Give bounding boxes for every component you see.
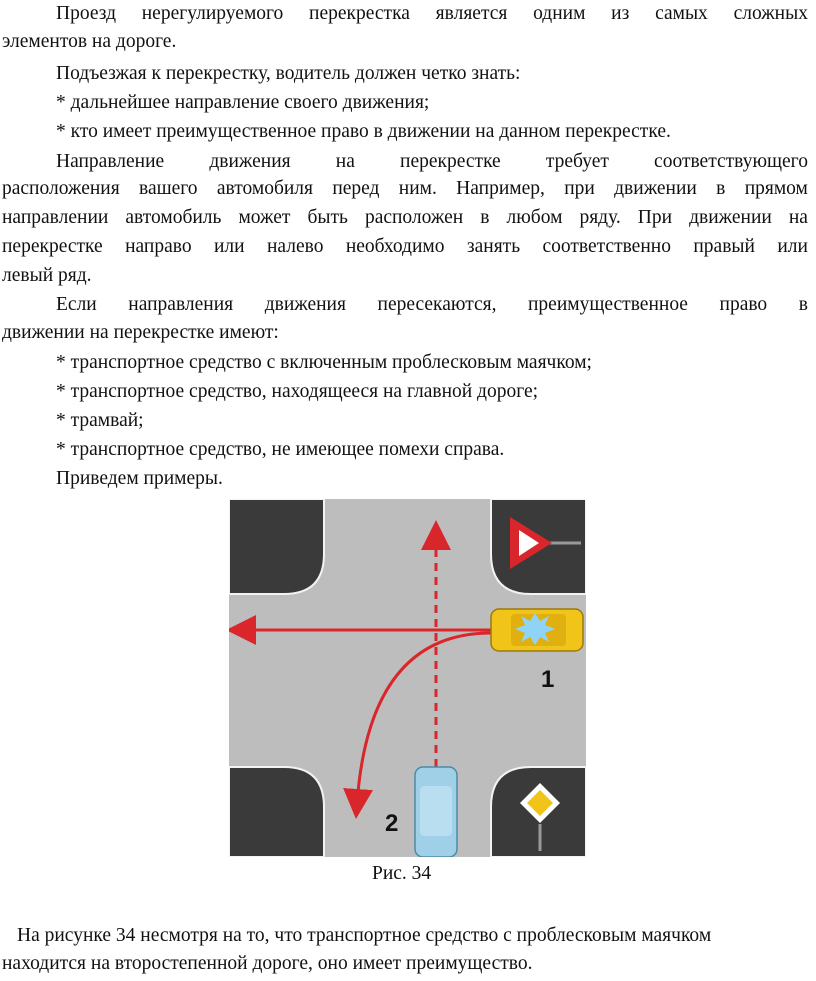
car-1-with-beacon [491, 609, 583, 651]
word: любом [506, 207, 563, 228]
word: ряду. [579, 207, 621, 228]
intersection-figure [229, 499, 586, 857]
paragraph-3-line-4 [2, 235, 808, 259]
word: направо [125, 236, 192, 257]
word: движении [689, 207, 772, 228]
word: необходимо [345, 236, 445, 257]
word: прямом [744, 178, 808, 199]
word: сложных [733, 3, 808, 24]
figure-caption: Рис. 34 [372, 863, 432, 884]
paragraph-5-line-1: На рисунке 34 несмотря на то, что транспортное средство с проблесковым маячком [17, 925, 712, 946]
paragraph-4-examples: Приведем примеры. [56, 468, 223, 489]
word: в [716, 178, 726, 199]
paragraph-4-bullet-1: * транспортное средство с включенным проблесковым маячком; [56, 352, 592, 373]
word: направлении [2, 207, 109, 228]
word: соответственно [542, 236, 671, 257]
paragraph-2-bullet-1: * дальнейшее направление своего движения; [56, 92, 430, 113]
word: нерегулируемого [141, 3, 284, 24]
word: пересекаются, [377, 294, 497, 315]
word: правый [693, 236, 755, 257]
word: на [335, 151, 355, 172]
word: в [480, 207, 490, 228]
paragraph-2-bullet-2: * кто имеет преимущественное право в движении на данном перекрестке. [56, 121, 671, 142]
word: движения [209, 151, 291, 172]
word: перекрестке [2, 236, 103, 257]
corner-bottom-left [229, 767, 324, 857]
word: Например, [456, 178, 545, 199]
paragraph-3-line-5: левый ряд. [2, 265, 92, 286]
car-1-label: 1 [541, 666, 555, 693]
corner-top-left [229, 499, 324, 594]
paragraph-4-bullet-4: * транспортное средство, не имеющее помехи справа. [56, 439, 505, 460]
word: ним. [398, 178, 437, 199]
word: перекрестке [400, 151, 501, 172]
word: самых [655, 3, 708, 24]
word: Направление [56, 151, 165, 172]
word: направления [128, 294, 234, 315]
word: движения [264, 294, 346, 315]
word: одним [533, 3, 586, 24]
paragraph-3-line-3 [2, 206, 808, 230]
paragraph-3-line-2 [2, 177, 808, 201]
paragraph-4-bullet-2: * транспортное средство, находящееся на главной дороге; [56, 381, 539, 402]
word: преимущественное [528, 294, 688, 315]
word: соответствующего [654, 151, 808, 172]
paragraph-1-line-1 [56, 2, 808, 26]
word: Если [56, 294, 97, 315]
word: право [719, 294, 768, 315]
car-2 [415, 767, 457, 857]
word: является [435, 3, 508, 24]
word: расположен [364, 207, 464, 228]
word: или [777, 236, 808, 257]
car-2-label: 2 [385, 810, 399, 837]
word: При [637, 207, 673, 228]
word: быть [307, 207, 348, 228]
word: на [788, 207, 808, 228]
paragraph-4-bullet-3: * трамвай; [56, 410, 144, 431]
paragraph-5-line-2: находится на второстепенной дороге, оно имеет преимущество. [2, 953, 533, 974]
word: перекрестка [309, 3, 410, 24]
word: из [611, 3, 630, 24]
word: автомобиль [125, 207, 222, 228]
paragraph-4-line-2: движении на перекрестке имеют: [2, 322, 279, 343]
word: автомобиля [216, 178, 314, 199]
word: может [238, 207, 291, 228]
word: вашего [139, 178, 198, 199]
paragraph-2-line-1: Подъезжая к перекрестку, водитель должен четко знать: [56, 63, 521, 84]
word: требует [545, 151, 609, 172]
word: перед [332, 178, 380, 199]
word: или [213, 236, 245, 257]
word: занять [466, 236, 521, 257]
paragraph-1-line-2: элементов на дороге. [2, 31, 177, 52]
word: Проезд [56, 3, 116, 24]
word: налево [266, 236, 324, 257]
paragraph-4-line-1 [56, 293, 808, 317]
paragraph-3-line-1 [56, 150, 808, 174]
word: при [564, 178, 595, 199]
word: в [798, 294, 808, 315]
word: расположения [2, 178, 120, 199]
word: движении [614, 178, 697, 199]
